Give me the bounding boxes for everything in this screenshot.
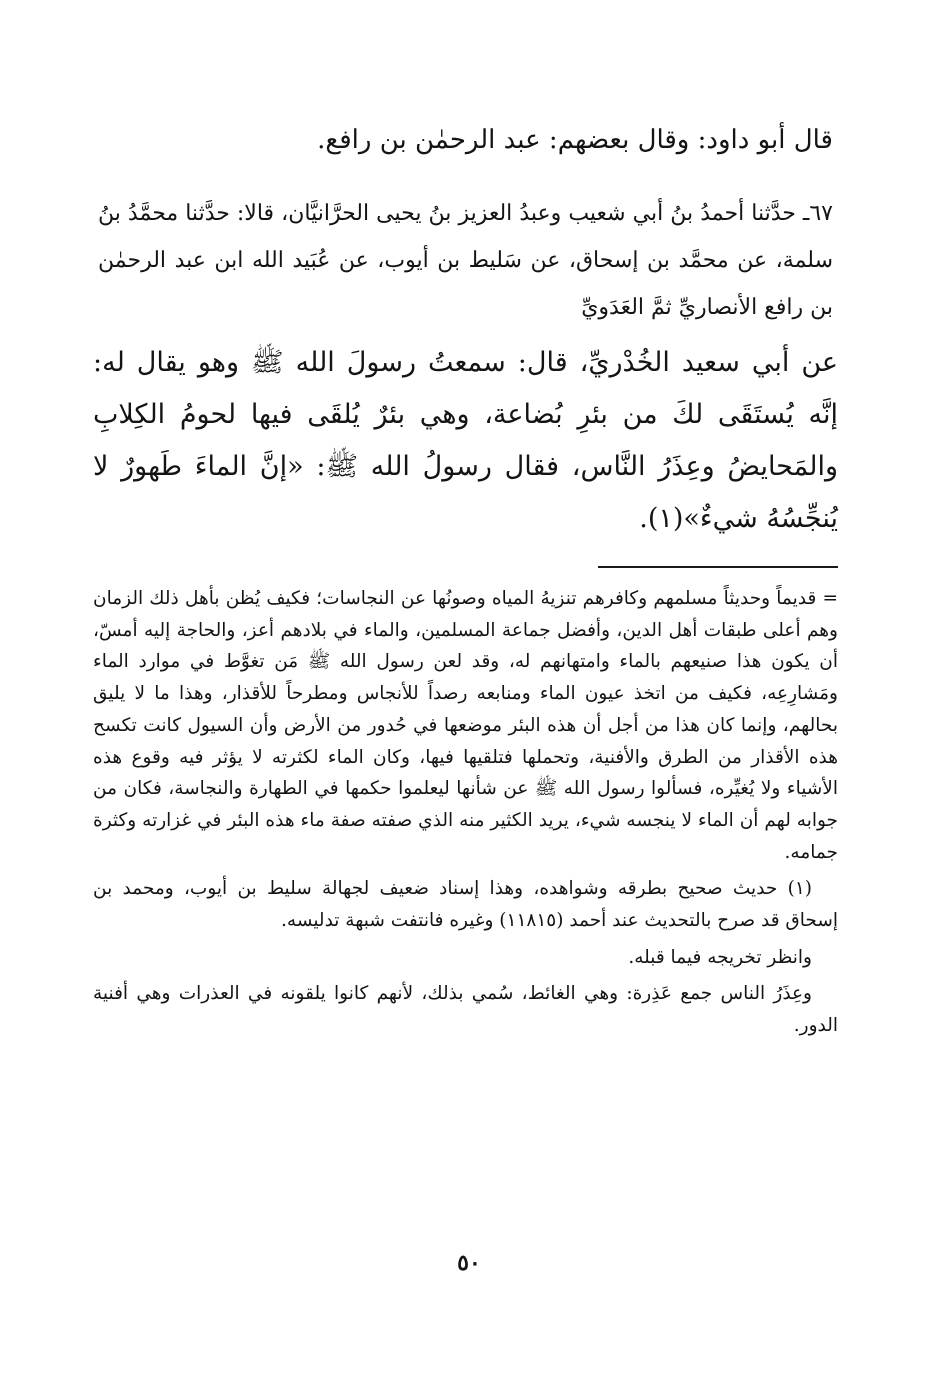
- footnote-divider: [598, 566, 838, 568]
- footnotes-section: [93, 583, 838, 1047]
- hadith-matn: عن أبي سعيد الخُدْريِّ، قال: سمعتُ رسولَ الله ﷺ وهو يقال له: إنَّه يُستَقَى لكَ من بئرِ بُضاعة، وهي بئرٌ يُلقَى فيها لحومُ الكِلابِ والمَحايضُ وعِذَرُ النَّاس، فقال رسولُ الله ﷺ: «إنَّ الماءَ طَهورٌ لا يُنجِّسُهُ شيءٌ»(١).: [93, 347, 838, 534]
- intro-line: قال أبو داود: وقال بعضهم: عبد الرحمٰن بن رافع.: [317, 125, 833, 155]
- footnote-1: (١) حديث صحيح بطرقه وشواهده، وهذا إسناد ضعيف لجهالة سليط بن أيوب، ومحمد بن إسحاق قد صرح بالتحديث عند أحمد (١١٨١٥) وغيره فانتفت شبهة تدليسه.: [93, 878, 838, 932]
- hadith-isnad: ٦٧ـ حدَّثنا أحمدُ بنُ أبي شعيب وعبدُ العزيز بنُ يحيى الحرَّانيَّان، قالا: حدَّثنا محمَّدُ بنُ سلمة، عن محمَّد بن إسحاق، عن سَليط بن أيوب، عن عُبَيد الله ابن عبد الرحمٰن بن رافع الأنصاريِّ ثمَّ العَدَويِّ: [98, 201, 833, 320]
- footnote-continuation: = قديماً وحديثاً مسلمهم وكافرهم تنزيهُ المياه وصونُها عن النجاسات؛ فكيف يُظن بأهل ذلك الزمان وهم أعلى طبقات أهل الدين، وأفضل جماعة المسلمين، والماء في بلادهم أعز، والحاجة إليه أمسّ، أن يكون هذا صنيعهم بالماء وامتهانهم له، وقد لعن رسول الله ﷺ مَن تغوَّط في موارد الماء ومَشارِعِه، فكيف من اتخذ عيون الماء ومنابعه رصداً للأنجاس ومطرحاً للأقذار، وهذا ما لا يليق بحالهم، وإنما كان هذا من أجل أن هذه البئر موضعها في حُدور من الأرض وأن السيول كانت تكسح هذه الأقذار من الطرق والأفنية، وتحملها فتلقيها فيها، وكان الماء لكثرته لا يؤثر فيه وقوع هذه الأشياء ولا يُغيِّره، فسألوا رسول الله ﷺ عن شأنها ليعلموا حكمها في الطهارة والنجاسة، فكان من جوابه لهم أن الماء لا ينجسه شيء، يريد الكثير منه الذي صفته صفة ماء هذه البئر في غزارته وكثرة جمامه.: [93, 588, 838, 863]
- footnote-1-glossary: وعِذَرُ الناس جمع عَذِرة: وهي الغائط، سُمي بذلك، لأنهم كانوا يلقونه في العذرات وهي أفنية الدور.: [93, 983, 838, 1037]
- page-number: ٥٠: [457, 1250, 481, 1276]
- footnote-1-reference: وانظر تخريجه فيما قبله.: [628, 946, 812, 968]
